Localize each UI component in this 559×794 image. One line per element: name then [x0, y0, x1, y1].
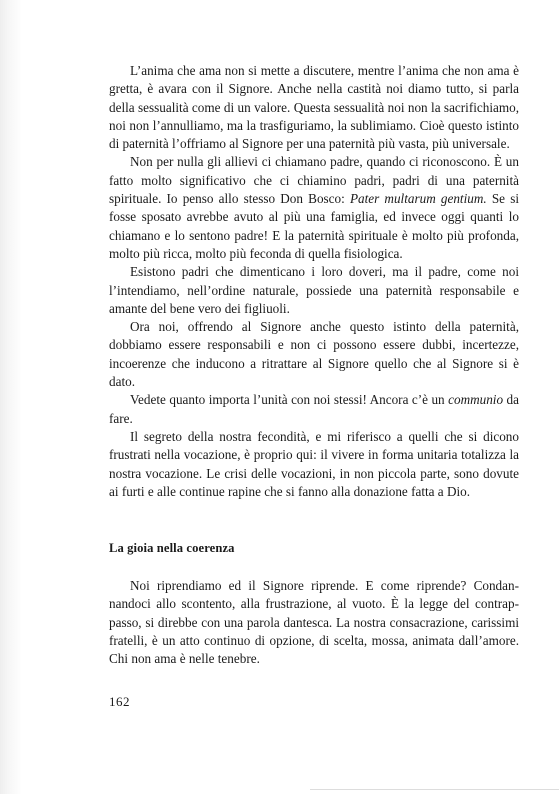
paragraph-spiritual-paternity: [109, 153, 519, 263]
paragraph-unity-end: da fare.: [109, 392, 519, 426]
scan-margin-shadow: [0, 0, 22, 794]
page-body: [109, 62, 519, 669]
scan-bottom-line: [310, 789, 559, 790]
paragraph-unity: [109, 391, 519, 428]
paragraph-responsible-fathers: Esistono padri che dimenticano i loro doveri, ma il padre, come noi l’intendiamo, nell’ordine naturale, possiede una paternità responsabile e amante del bene vero dei figliuoli.: [109, 264, 519, 316]
paragraph-fecundity: Il segreto della nostra fecondità, e mi riferisco a quelli che si dicono frustrati nella vocazione, è proprio qui: il vivere in forma unitaria totalizza la nostra vocazione. Le crisi delle vocazioni, in non piccola parte, sono dovute ai furti e alle continue rapine che si fanno alla donazione fatta a Dio.: [109, 428, 519, 499]
paragraph-spiritual-paternity-end: Se si fosse sposato avrebbe avuto al più una famiglia, ed invece oggi quanti lo chiamano e lo sentono padre! E la paternità spirituale è molto più profonda, molto più ricca, molto più feconda di quella fisiologica.: [109, 191, 519, 261]
quote-pater-multarum-gentium: Pater multarum gentium.: [349, 191, 487, 207]
paragraph-castity: L’anima che ama non si mette a discutere, mentre l’anima che non ama è gretta, è avara con il Signore. Anche nella castità noi diamo tutto, si parla della sessualità come di un valore. Questa sessualità noi non la sacrifichiamo, noi non l’annulliamo, ma la trasfiguriamo, la sublimiamo. Cioè questo istinto di paternità l’offriamo al Signore per una paternità più vasta, più universale.: [109, 63, 519, 152]
paragraph-unity-start: Vedete quanto importa l’unità con noi stessi! Ancora c’è un: [130, 392, 449, 408]
page-number: 162: [109, 694, 130, 709]
paragraph-coherence: Noi riprendiamo ed il Signore riprende. E come riprende? Condannandoci allo scontento, alla frustrazione, al vuoto. È la legge del contrappasso, si direbbe con una parola dantesca. La nostra consacrazione, carissimi fratelli, è un atto continuo di opzione, di scelta, mossa, animata dall’amore. Chi non ama è nelle tenebre.: [109, 578, 519, 667]
paragraph-spiritual-paternity-start: Non per nulla gli allievi ci chiamano padre, quando ci riconoscono. È un fatto molto significativo che ci chiamino padri, padri di una paternità spirituale. Io penso allo stesso Don Bosco:: [109, 154, 519, 207]
term-communio: communio: [448, 392, 504, 408]
paragraph-offering: Ora noi, offrendo al Signore anche questo istinto della paternità, dobbiamo essere responsabili e non ci possono essere dubbi, incertezze, incoerenze che inducono a ritrattare al Signore quello che al Signore si è dato.: [109, 319, 519, 390]
section-title: La gioia nella coerenza: [109, 541, 235, 556]
